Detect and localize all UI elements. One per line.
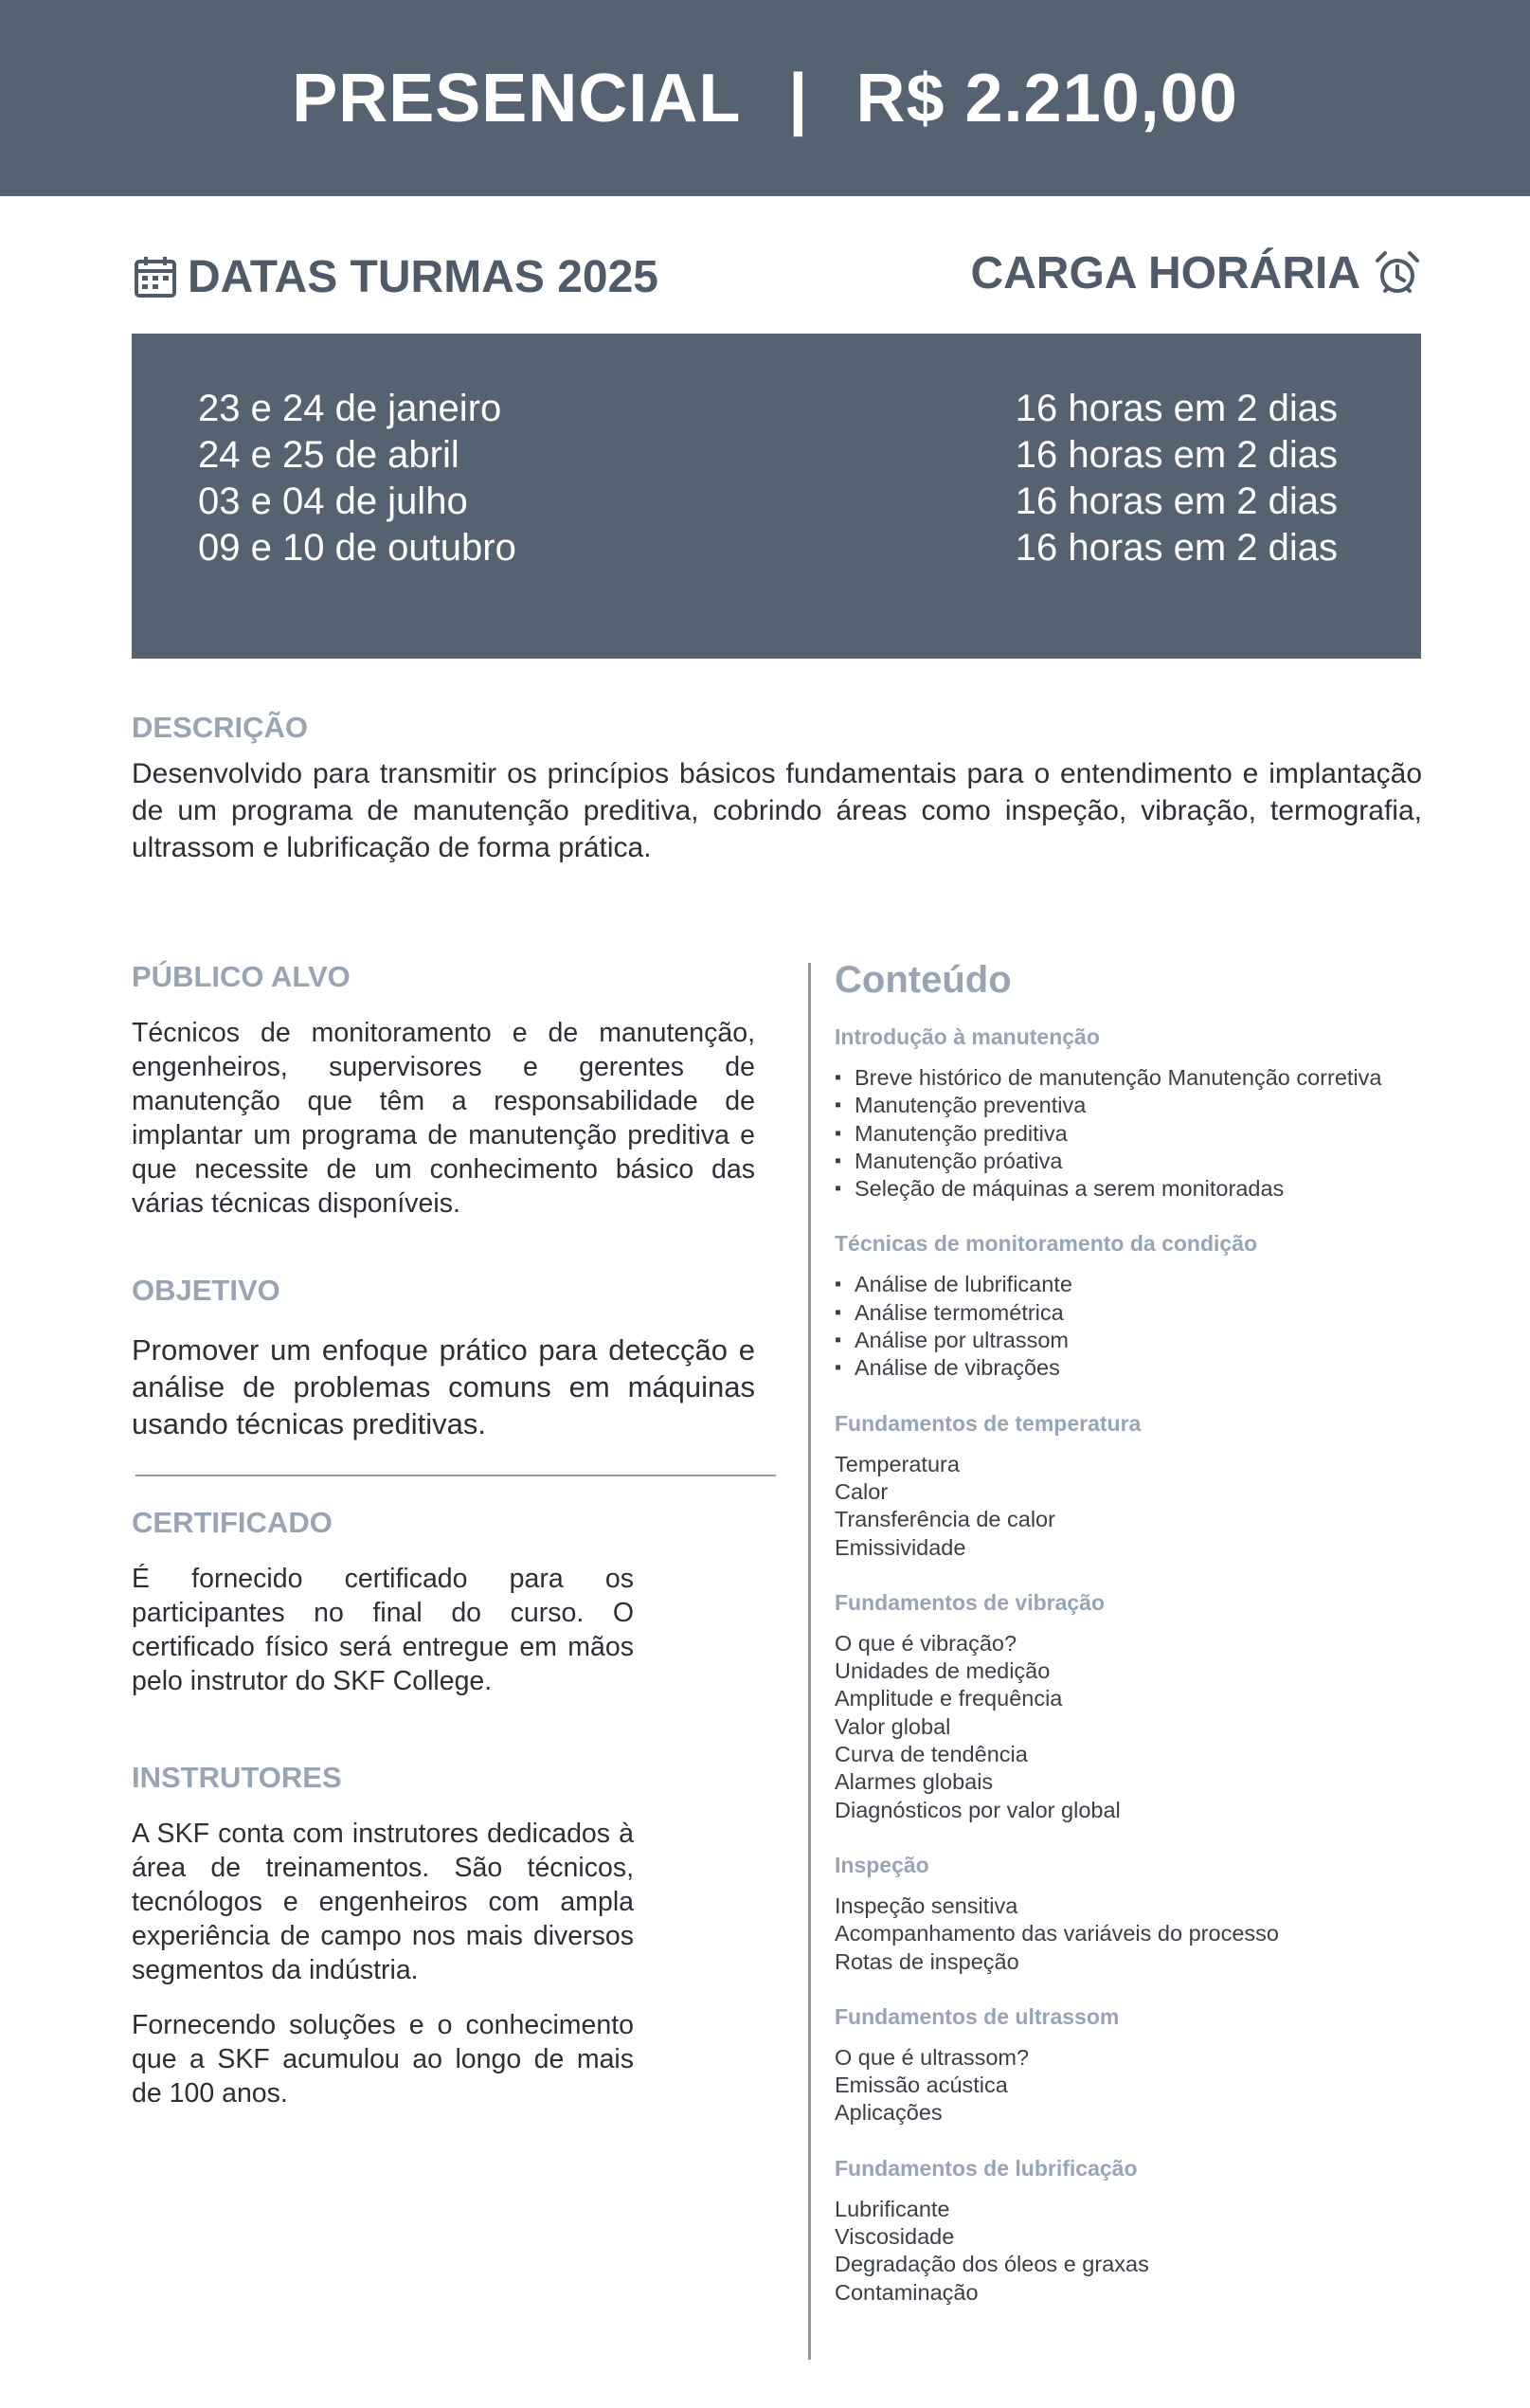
audience-text: Técnicos de monitoramento e de manutenção, engenheiros, supervisores e gerentes de manutenção que têm a responsabilidade de implantar um programa de manutenção preditiva e que necessite de um conhecimento básico das várias técnicas disponíveis. — [132, 1018, 755, 1219]
list-item: Inspeção sensitiva — [835, 1892, 1018, 1918]
objective-text: Promover um enfoque prático para detecção e análise de problemas comuns em máquinas usando técnicas preditivas. — [132, 1333, 755, 1440]
schedule-box — [132, 334, 1421, 659]
instructors-text — [132, 1817, 634, 2110]
list-item: ▪ Seleção de máquinas a serem monitoradas — [835, 1175, 1403, 1203]
schedule-date: 24 e 25 de abril — [198, 434, 459, 476]
schedule-date: 03 e 04 de julho — [198, 480, 468, 522]
schedule-dates — [198, 386, 516, 571]
schedule-date: 09 e 10 de outubro — [198, 527, 516, 569]
alarm-clock-icon — [1374, 249, 1421, 297]
list-item: Emissividade — [835, 1534, 966, 1560]
schedule-hours-value: 16 horas em 2 dias — [1015, 480, 1338, 522]
list-item: Alarmes globais — [835, 1769, 994, 1795]
list-item: Degradação dos óleos e graxas — [835, 2252, 1149, 2277]
content-section-heading: Fundamentos de ultrassom — [835, 2003, 1120, 2029]
schedule-hours-value: 16 horas em 2 dias — [1015, 434, 1338, 476]
hours-header — [970, 244, 1421, 301]
section-divider — [135, 1475, 776, 1476]
certificate-title: CERTIFICADO — [132, 1506, 333, 1539]
content-section-heading: Fundamentos de lubrificação — [835, 2155, 1138, 2181]
list-item: Transferência de calor — [835, 1507, 1055, 1532]
description-title: DESCRIÇÃO — [132, 711, 309, 744]
content-list — [835, 2044, 1403, 2127]
list-item: Valor global — [835, 1713, 951, 1739]
instructors-title: INSTRUTORES — [132, 1761, 342, 1794]
content-section-heading: Introdução à manutenção — [835, 1024, 1100, 1049]
hours-title: CARGA HORÁRIA — [970, 247, 1360, 299]
list-item: Acompanhamento das variáveis do processo — [835, 1921, 1279, 1946]
list-item: Contaminação — [835, 2279, 979, 2305]
instructors-paragraph: Fornecendo soluções e o conhecimento que a SKF acumulou ao longo de mais de 100 anos. — [132, 2010, 634, 2109]
schedule-hours — [1016, 386, 1338, 571]
banner-separator: | — [788, 60, 809, 136]
list-item: ▪ Análise por ultrassom — [835, 1327, 1403, 1354]
list-item: Calor — [835, 1478, 889, 1504]
schedule-hours-value: 16 horas em 2 dias — [1015, 527, 1338, 569]
column-divider — [808, 963, 811, 2360]
content-list — [835, 2196, 1403, 2307]
list-item: Viscosidade — [835, 2224, 955, 2250]
content-column — [835, 959, 1403, 2333]
list-item: Curva de tendência — [835, 1742, 1028, 1767]
schedule-hours-value: 16 horas em 2 dias — [1015, 388, 1338, 429]
content-section-heading: Fundamentos de temperatura — [835, 1410, 1142, 1436]
list-item: Emissão acústica — [835, 2073, 1008, 2098]
list-item: ▪ Análise de vibrações — [835, 1354, 1403, 1382]
list-item: Lubrificante — [835, 2196, 950, 2221]
dates-title: DATAS TURMAS 2025 — [188, 251, 658, 302]
list-item: ▪ Análise de lubrificante — [835, 1271, 1403, 1298]
list-item: Unidades de medição — [835, 1658, 1051, 1684]
audience-title: PÚBLICO ALVO — [132, 960, 351, 993]
objective-title: OBJETIVO — [132, 1274, 280, 1307]
calendar-icon — [133, 254, 178, 299]
list-item: O que é vibração? — [835, 1630, 1017, 1656]
content-list — [835, 1630, 1403, 1824]
list-item: ▪ Breve histórico de manutenção Manutenção corretiva — [835, 1064, 1403, 1092]
content-section-heading: Inspeção — [835, 1852, 929, 1877]
dates-header — [133, 248, 658, 305]
list-item: ▪ Manutenção preditiva — [835, 1120, 1403, 1148]
content-list — [835, 1064, 1403, 1203]
list-item: Aplicações — [835, 2100, 943, 2126]
list-item: ▪ Análise termométrica — [835, 1299, 1403, 1327]
certificate-text: É fornecido certificado para os participantes no final do curso. O certificado físico será entregue em mãos pelo instrutor do SKF College. — [132, 1564, 634, 1696]
course-price: R$ 2.210,00 — [855, 60, 1238, 136]
description-text: Desenvolvido para transmitir os princípios básicos fundamentais para o entendimento e implantação de um programa de manutenção preditiva, cobrindo áreas como inspeção, vibração, termografia, ultrassom e lubrificação de forma prática. — [132, 758, 1422, 863]
content-list — [835, 1271, 1403, 1382]
list-item: ▪ Manutenção preventiva — [835, 1092, 1403, 1119]
price-banner — [0, 0, 1530, 196]
course-mode: PRESENCIAL — [292, 60, 742, 136]
list-item: O que é ultrassom? — [835, 2044, 1030, 2070]
instructors-paragraph: A SKF conta com instrutores dedicados à área de treinamentos. São técnicos, tecnólogos e engenheiros com ampla experiência de campo nos mais diversos segmentos da indústria. — [132, 1819, 634, 1985]
list-item: Rotas de inspeção — [835, 1948, 1019, 1974]
list-item: Diagnósticos por valor global — [835, 1797, 1121, 1822]
content-title: Conteúdo — [835, 959, 1012, 1001]
schedule-date: 23 e 24 de janeiro — [198, 388, 502, 429]
list-item: ▪ Manutenção próativa — [835, 1148, 1403, 1175]
content-section-heading: Técnicas de monitoramento da condição — [835, 1231, 1258, 1257]
list-item: Amplitude e frequência — [835, 1686, 1063, 1711]
content-section-heading: Fundamentos de vibração — [835, 1589, 1106, 1615]
content-list — [835, 1451, 1403, 1562]
content-list — [835, 1892, 1403, 1976]
list-item: Temperatura — [835, 1451, 960, 1476]
